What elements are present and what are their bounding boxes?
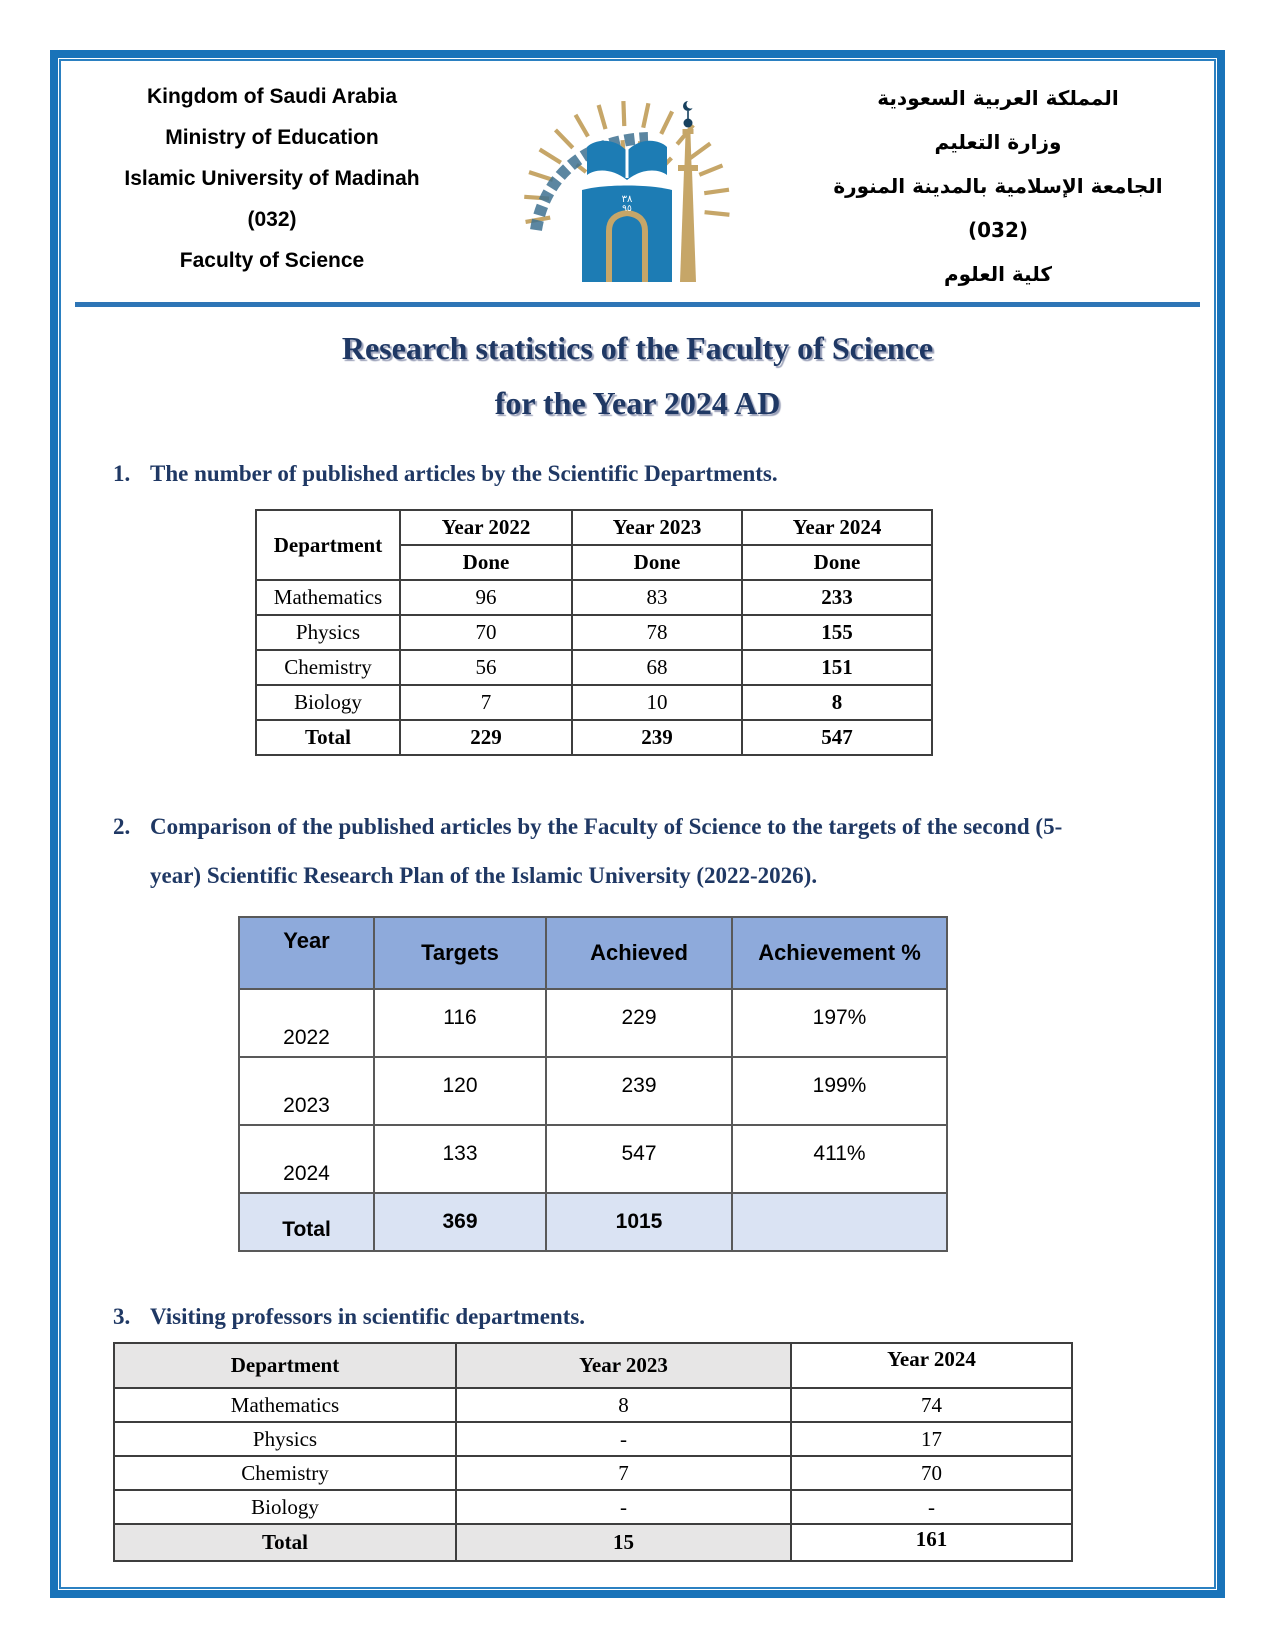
table-cell: 7 [456, 1456, 791, 1490]
letterhead-english [87, 76, 457, 281]
table-cell: 8 [742, 685, 932, 720]
letterhead-line: (032) [247, 208, 297, 231]
table-cell: 56 [400, 650, 572, 685]
logo-book-gutter [625, 148, 628, 178]
logo-container [503, 78, 753, 290]
table-cell: 547 [546, 1125, 732, 1193]
table-cell: 68 [572, 650, 742, 685]
letterhead-line-ar: كلية العلوم [943, 262, 1053, 286]
table-cell [732, 1193, 947, 1251]
column-header: Year 2024 [791, 1343, 1072, 1388]
column-header: Achieved [546, 917, 732, 989]
column-header: Achievement % [732, 917, 947, 989]
letterhead-line-ar: الجامعة الإسلامية بالمدينة المنورة [833, 174, 1163, 198]
letterhead-line-ar: المملكة العربية السعودية [877, 86, 1119, 110]
table-cell: 133 [374, 1125, 546, 1193]
table-cell: 70 [400, 615, 572, 650]
title-line-1: Research statistics of the Faculty of Science [341, 330, 934, 366]
table-cell: - [456, 1490, 791, 1524]
table-cell: Total [256, 720, 400, 755]
table-row [239, 989, 947, 1057]
section-number: 3. [113, 1304, 131, 1329]
logo-plaque-top: ٣٨ [621, 194, 632, 205]
letterhead-line: Ministry of Education [165, 126, 379, 149]
column-subheader: Done [572, 545, 742, 580]
table-cell: 369 [374, 1193, 546, 1251]
table-cell: Total [239, 1193, 374, 1251]
targets-comparison-table [238, 916, 948, 1252]
table-cell: 229 [400, 720, 572, 755]
table-cell: 2022 [239, 989, 374, 1057]
letterhead-line-ar: (032) [967, 218, 1029, 242]
table-cell: 197% [732, 989, 947, 1057]
column-header: Department [256, 510, 400, 580]
table-cell: Mathematics [256, 580, 400, 615]
table-row [114, 1456, 1072, 1490]
column-header: Year 2023 [572, 510, 742, 545]
table-cell: 239 [572, 720, 742, 755]
table-row [239, 1125, 947, 1193]
university-logo-icon [508, 78, 748, 290]
letterhead-line: Faculty of Science [179, 249, 365, 272]
table-cell: 10 [572, 685, 742, 720]
table-cell: Physics [114, 1422, 456, 1456]
table-cell: 17 [791, 1422, 1072, 1456]
table-cell: 199% [732, 1057, 947, 1125]
letterhead [61, 61, 1214, 296]
section-text: The number of published articles by the Scientific Departments. [150, 461, 778, 486]
table-cell: 15 [456, 1524, 791, 1561]
table-cell: 2024 [239, 1125, 374, 1193]
table-row [256, 615, 932, 650]
section-text: Visiting professors in scientific departments. [150, 1304, 586, 1329]
table-cell: Physics [256, 615, 400, 650]
table-cell: 96 [400, 580, 572, 615]
table-header-row [256, 510, 932, 545]
letterhead-line: Kingdom of Saudi Arabia [146, 85, 398, 108]
table-total-row [239, 1193, 947, 1251]
table-cell: Biology [256, 685, 400, 720]
table-cell: 229 [546, 989, 732, 1057]
section-number: 2. [113, 814, 131, 839]
column-header: Year 2023 [456, 1343, 791, 1388]
column-subheader: Done [400, 545, 572, 580]
document-title [61, 321, 1214, 431]
letterhead-arabic [798, 76, 1198, 296]
column-header: Targets [374, 917, 546, 989]
section-text: Comparison of the published articles by the Faculty of Science to the targets of the second (5-year) Scientific Research Plan of the Islamic University (2022-2026). [150, 814, 1063, 888]
column-header: Year 2024 [742, 510, 932, 545]
table-cell: 411% [732, 1125, 947, 1193]
section-number: 1. [113, 461, 131, 486]
table-total-row [114, 1524, 1072, 1561]
table-cell: 155 [742, 615, 932, 650]
visiting-professors-table [113, 1342, 1073, 1562]
table-cell: 233 [742, 580, 932, 615]
table-cell: Total [114, 1524, 456, 1561]
table-cell: 239 [546, 1057, 732, 1125]
table-cell: 120 [374, 1057, 546, 1125]
column-header: Year [239, 917, 374, 989]
table-row [256, 685, 932, 720]
column-header: Year 2022 [400, 510, 572, 545]
table-row [114, 1388, 1072, 1422]
section-1-heading [113, 461, 1214, 487]
logo-plaque-bottom: ٩٥ [621, 204, 632, 214]
table-cell: 116 [374, 989, 546, 1057]
table-cell: Mathematics [114, 1388, 456, 1422]
header-divider [75, 302, 1200, 307]
column-header: Department [114, 1343, 456, 1388]
table-cell: 547 [742, 720, 932, 755]
table-row [114, 1490, 1072, 1524]
table-header-row [239, 917, 947, 989]
table-cell: 8 [456, 1388, 791, 1422]
table-cell: 70 [791, 1456, 1072, 1490]
table-cell: 161 [791, 1524, 1072, 1561]
letterhead-line: Islamic University of Madinah [124, 167, 420, 190]
table-cell: 7 [400, 685, 572, 720]
table-cell: - [791, 1490, 1072, 1524]
table-cell: 151 [742, 650, 932, 685]
table-cell: 1015 [546, 1193, 732, 1251]
table-cell: Biology [114, 1490, 456, 1524]
table-cell: - [456, 1422, 791, 1456]
table-row [256, 580, 932, 615]
page-content [61, 61, 1214, 1562]
table-row [256, 650, 932, 685]
table-cell: 74 [791, 1388, 1072, 1422]
letterhead-line-ar: وزارة التعليم [934, 130, 1062, 154]
column-subheader: Done [742, 545, 932, 580]
table-header-row [114, 1343, 1072, 1388]
table-cell: 2023 [239, 1057, 374, 1125]
table-cell: Chemistry [256, 650, 400, 685]
logo-minaret [678, 100, 698, 282]
title-line-2: for the Year 2024 AD [494, 385, 781, 421]
section-2-heading [113, 802, 1214, 900]
table-row [114, 1422, 1072, 1456]
published-articles-table [255, 509, 933, 756]
table-total-row [256, 720, 932, 755]
section-3-heading [113, 1304, 1214, 1330]
table-row [239, 1057, 947, 1125]
table-cell: 78 [572, 615, 742, 650]
table-cell: Chemistry [114, 1456, 456, 1490]
table-cell: 83 [572, 580, 742, 615]
